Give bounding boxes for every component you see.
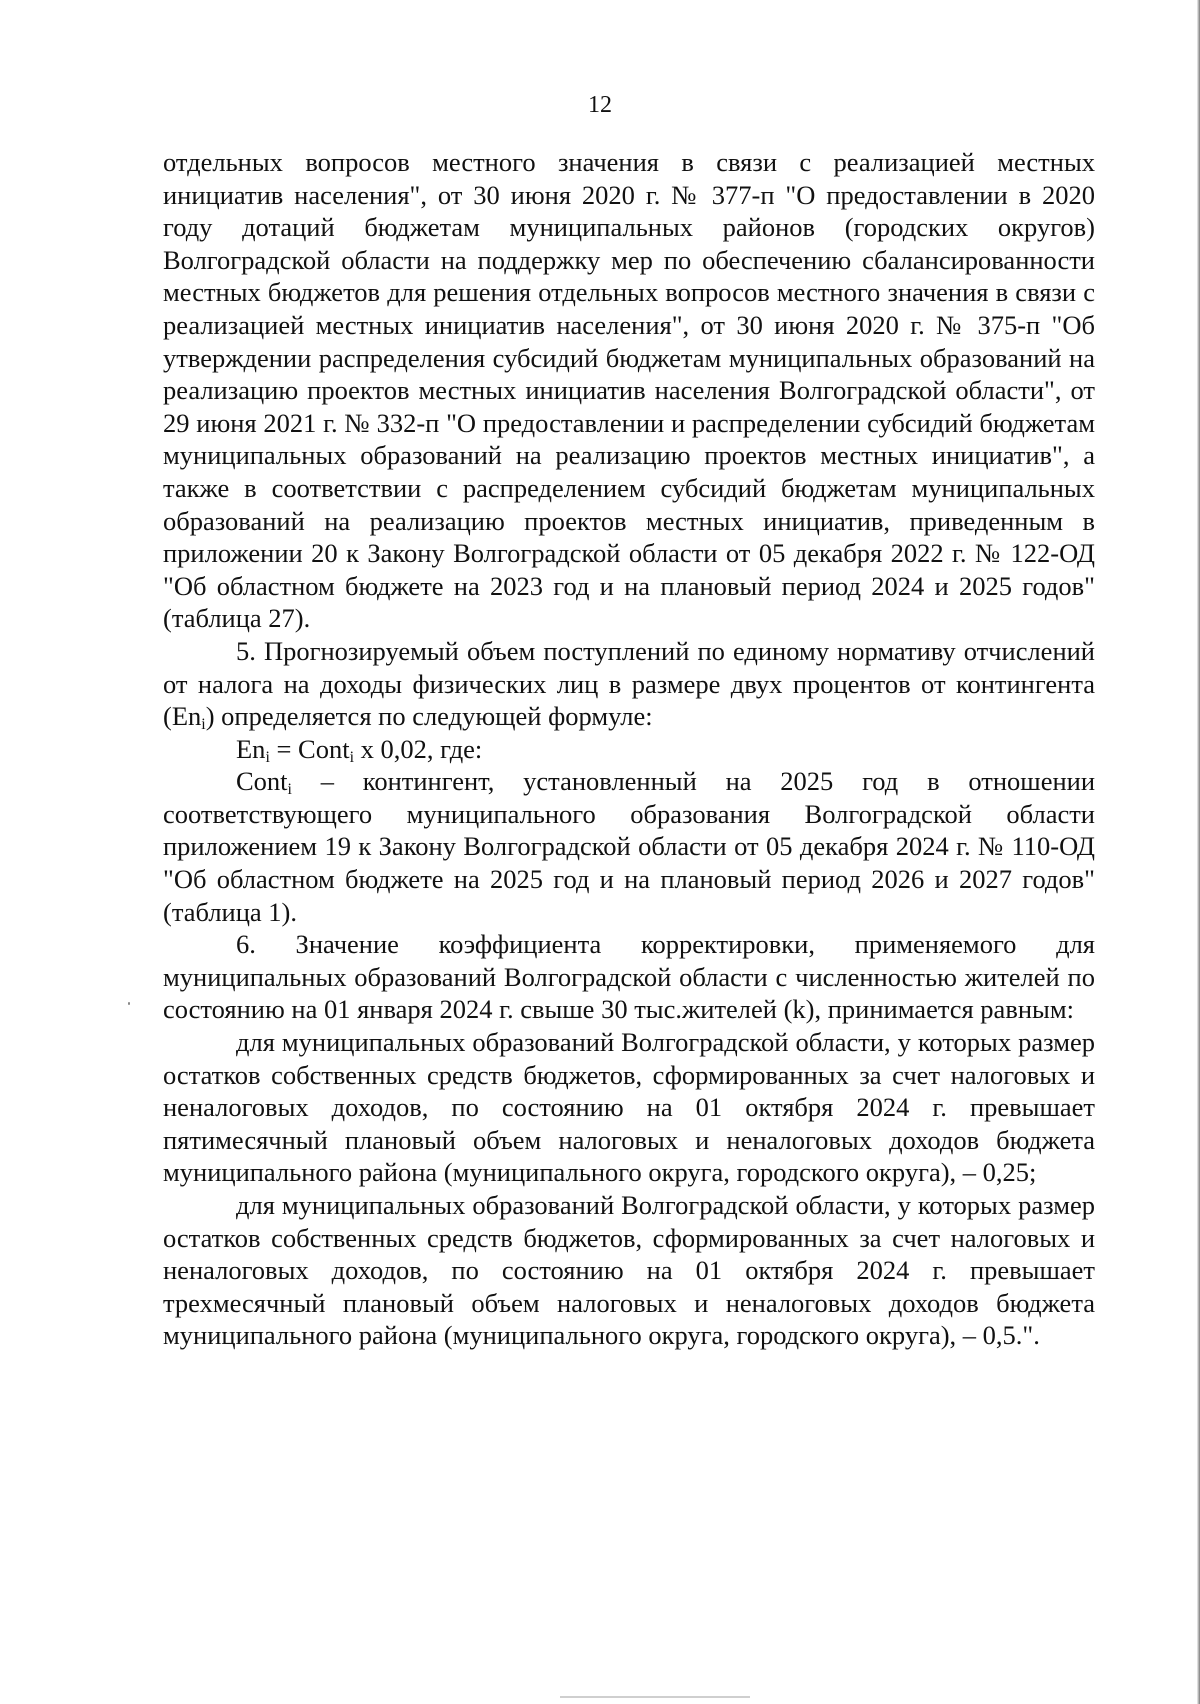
subscript-i: i [287,781,292,799]
document-body [163,146,1095,1352]
paragraph-coefficient-05: для муниципальных образований Волгоградской области, у которых размер остатков собственных средств бюджетов, сформированных за счет налоговых и неналоговых доходов, по состоянию на 01 октября 2024 г. превышает трехмесячный плановый объем налоговых и неналоговых доходов бюджета муниципального района (муниципального округа, городского округа), – 0,5.". [163,1190,1095,1351]
subscript-i: i [201,716,206,734]
formula-lhs: En [236,733,266,764]
subscript-i: i [265,748,270,766]
page-number: 12 [588,92,612,118]
scan-bottom-mark [560,1696,750,1698]
formula-definition [163,765,1095,928]
paragraph-item-5-text-end: ) определяется по следующей формуле: [205,701,653,732]
paragraph-item-6: 6. Значение коэффициента корректировки, применяемого для муниципальных образований Волгоградской области с численностью жителей по состоянию на 01 января 2024 г. свыше 30 тыс.жителей (k), принимается равным: [163,929,1095,1025]
subscript-i: i [349,748,355,766]
definition-term: Cont [236,766,288,797]
paragraph-coefficient-025: для муниципальных образований Волгоградской области, у которых размер остатков собственных средств бюджетов, сформированных за счет налоговых и неналоговых доходов, по состоянию на 01 октября 2024 г. превышает пятимесячный плановый объем налоговых и неналоговых доходов бюджета муниципального района (муниципального округа, городского округа), – 0,25; [163,1027,1095,1188]
paragraph-item-5 [163,635,1095,733]
formula-mid: = Cont [269,733,350,764]
scan-speck [128,1002,130,1005]
formula [163,733,1095,766]
formula-rhs: х 0,02, где: [354,733,483,764]
definition-text: – контингент, установленный на 2025 год в отношении соответствующего муниципального образования Волгоградской области приложением 19 к Закону Волгоградской области от 05 декабря 2024 г. № 110-ОД "Об областном бюджете на 2025 год и на плановый период 2026 и 2027 годов" (таблица 1). [163,766,1095,927]
paragraph-item-5-text: 5. Прогнозируемый объем поступлений по единому нормативу отчислений от налога на доходы физических лиц в размере двух процентов от контингента (En [163,635,1095,732]
paragraph-continuation: отдельных вопросов местного значения в связи с реализацией местных инициатив населения", от 30 июня 2020 г. № 377-п "О предоставлении в 2020 году дотаций бюджетам муниципальных районов (городских округов) Волгоградской области на поддержку мер по обеспечению сбалансированности местных бюджетов для решения отдельных вопросов местного значения в связи с реализацией местных инициатив населения", от 30 июня 2020 г. № 375-п "Об утверждении распределения субсидий бюджетам муниципальных образований на реализацию проектов местных инициатив населения Волгоградской области", от 29 июня 2021 г. № 332-п "О предоставлении и распределении субсидий бюджетам муниципальных образований на реализацию проектов местных инициатив", а также в соответствии с распределением субсидий бюджетам муниципальных образований на реализацию проектов местных инициатив, приведенным в приложении 20 к Закону Волгоградской области от 05 декабря 2022 г. № 122-ОД "Об областном бюджете на 2023 год и на плановый период 2024 и 2025 годов" (таблица 27). [163,147,1095,634]
